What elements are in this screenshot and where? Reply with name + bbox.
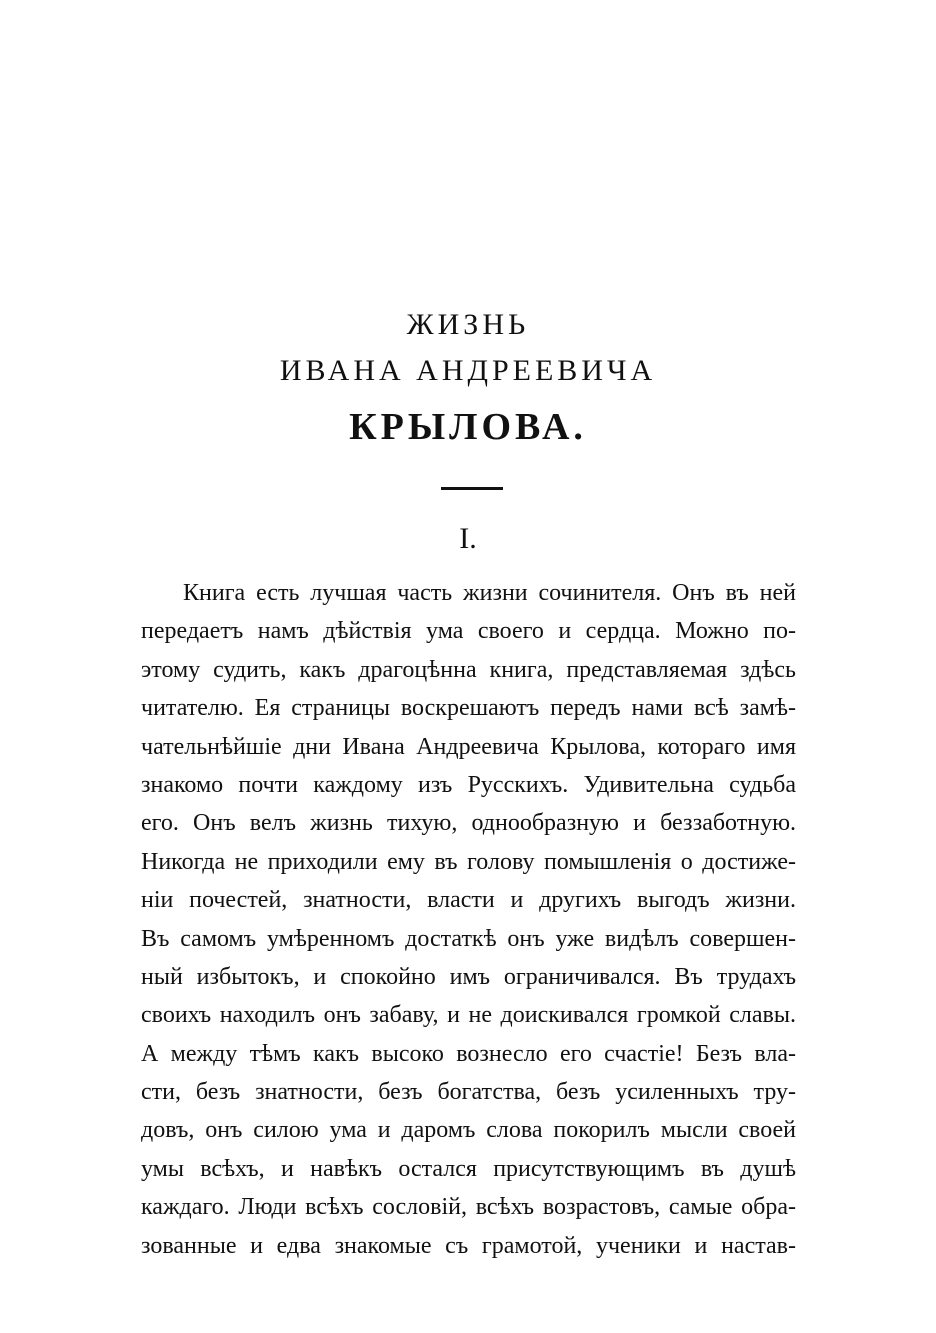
text-line: Никогда не приходили ему въ голову помышленія о достиже- bbox=[141, 848, 796, 875]
title-line-krylova: КРЫЛОВА. bbox=[349, 406, 587, 448]
title-divider-rule bbox=[441, 487, 503, 490]
text-line: знакомо почти каждому изъ Русскихъ. Удивительна судьба bbox=[141, 771, 796, 798]
title-line-zhizn: ЖИЗНЬ bbox=[406, 308, 530, 341]
body-text bbox=[141, 574, 796, 1265]
text-line: каждаго. Люди всѣхъ сословій, всѣхъ возрастовъ, самые обра- bbox=[141, 1194, 796, 1221]
title-line-ivan-andreevich: ИВАНА АНДРЕЕВИЧА bbox=[279, 354, 657, 387]
text-line: читателю. Ея страницы воскрешаютъ передъ нами всѣ замѣ- bbox=[141, 695, 796, 722]
text-line: зованные и едва знакомые съ грамотой, ученики и настав- bbox=[141, 1232, 796, 1259]
text-line: сти, безъ знатности, безъ богатства, безъ усиленныхъ тру- bbox=[141, 1079, 796, 1106]
text-line: А между тѣмъ какъ высоко вознесло его счастіе! Безъ вла- bbox=[141, 1040, 796, 1067]
text-line: Въ самомъ умѣренномъ достаткѣ онъ уже видѣлъ совершен- bbox=[141, 925, 796, 952]
text-line: Книга есть лучшая часть жизни сочинителя. Онъ въ ней bbox=[183, 580, 796, 606]
text-line: чательнѣйшіе дни Ивана Андреевича Крылова, котораго имя bbox=[141, 733, 796, 760]
text-line: умы всѣхъ, и навѣкъ остался присутствующимъ въ душѣ bbox=[141, 1155, 796, 1182]
text-line: передаетъ намъ дѣйствія ума своего и сердца. Можно по- bbox=[141, 618, 796, 645]
text-line: этому судить, какъ драгоцѣнна книга, представляемая здѣсь bbox=[141, 656, 796, 683]
text-line: ніи почестей, знатности, власти и другихъ выгодъ жизни. bbox=[141, 887, 796, 914]
text-line: своихъ находилъ онъ забаву, и не доискивался громкой славы. bbox=[141, 1002, 796, 1029]
text-line: ный избытокъ, и спокойно имъ ограничивался. Въ трудахъ bbox=[141, 963, 796, 990]
text-line: довъ, онъ силою ума и даромъ слова покорилъ мысли своей bbox=[141, 1117, 796, 1144]
chapter-number: I. bbox=[459, 522, 477, 555]
text-line: его. Онъ велъ жизнь тихую, однообразную и беззаботную. bbox=[141, 810, 796, 837]
